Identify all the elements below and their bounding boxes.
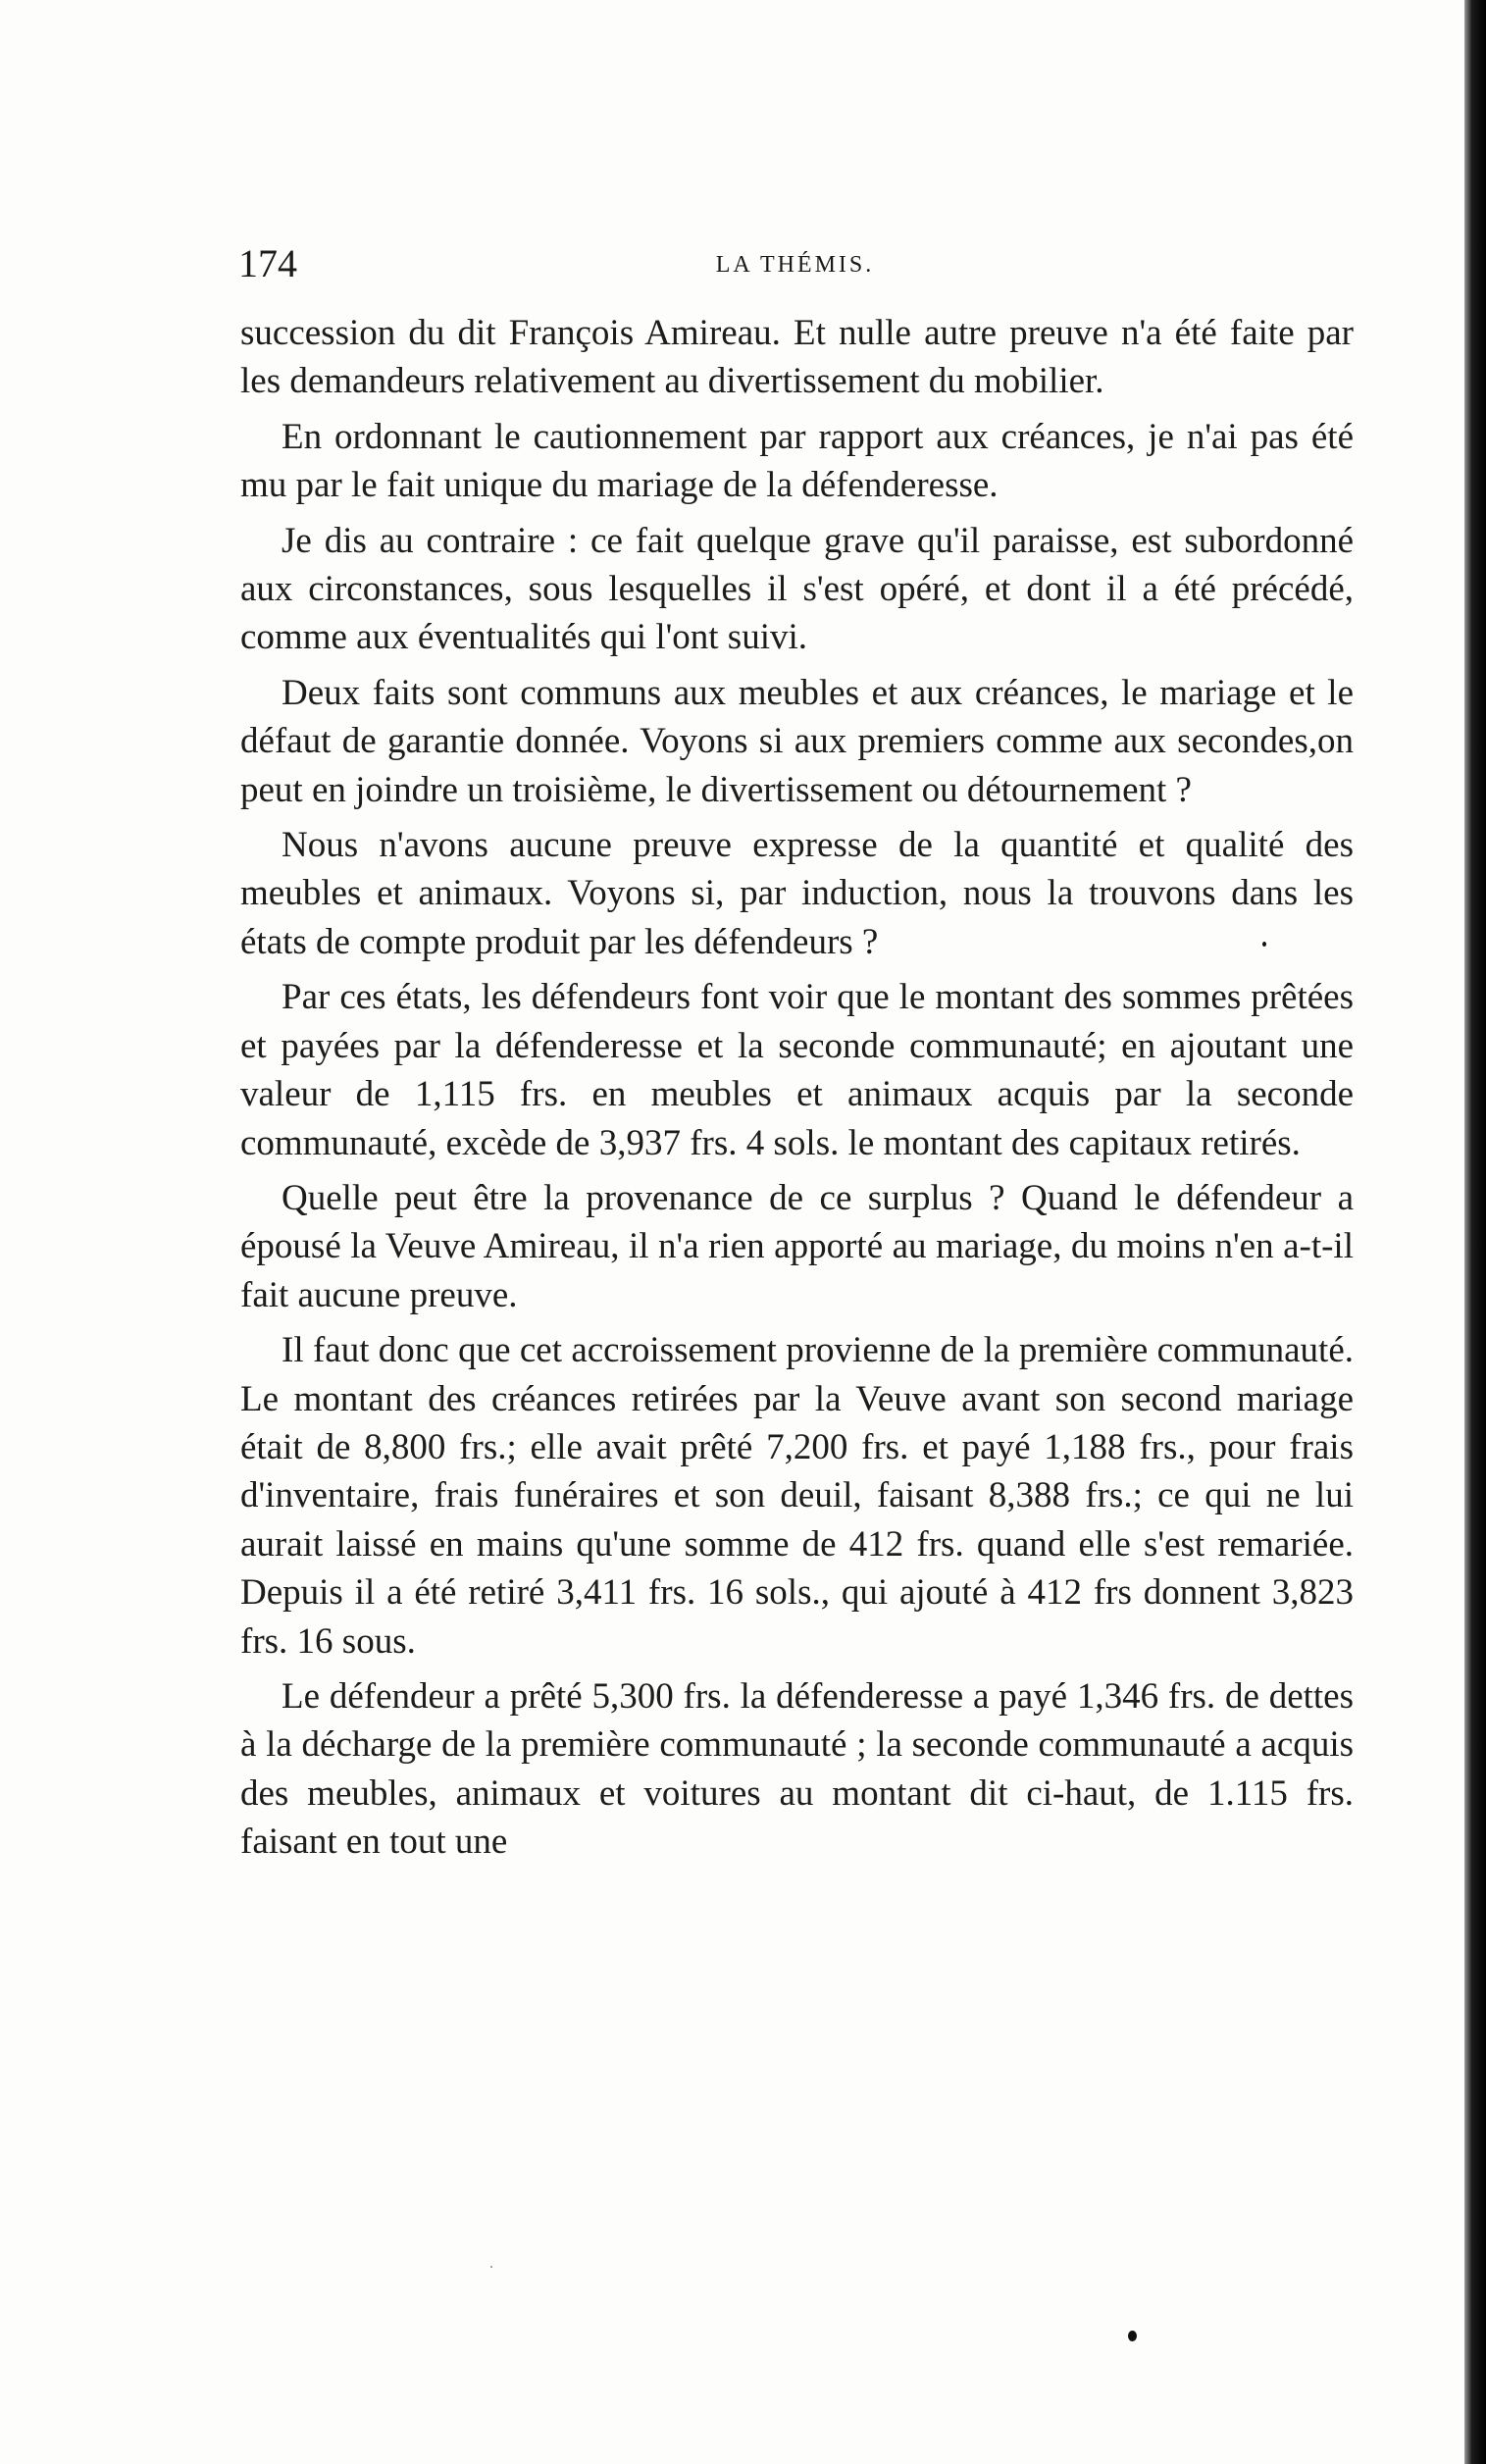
paragraph: Nous n'avons aucune preuve expresse de la quantité et qualité des meubles et animaux. Voyons si, par induction, nous la trouvons dans les états de compte produit par les défendeurs ? bbox=[240, 825, 1354, 962]
ink-speck bbox=[490, 2266, 492, 2268]
running-title: LA THÉMIS. bbox=[715, 252, 875, 278]
body-text bbox=[240, 309, 1354, 1874]
paragraph: Il faut donc que cet accroissement provienne de la première communauté. Le montant des créances retirées par la Veuve avant son second mariage était de 8,800 frs.; elle avait prêté 7,200 frs. et payé 1,188 frs., pour frais d'inventaire, frais funéraires et son deuil, faisant 8,388 frs.; ce qui ne lui aurait laissé en mains qu'une somme de 412 frs. quand elle s'est remariée. Depuis il a été retiré 3,411 frs. 16 sols., qui ajouté à 412 frs donnent 3,823 frs. 16 sous. bbox=[240, 1330, 1354, 1662]
ink-speck bbox=[1262, 942, 1266, 947]
page-number: 174 bbox=[238, 241, 297, 285]
paragraph: Je dis au contraire : ce fait quelque grave qu'il paraisse, est subordonné aux circonstances, sous lesquelles il s'est opéré, et dont il a été précédé, comme aux éventualités qui l'ont suivi. bbox=[240, 520, 1354, 658]
binding-edge bbox=[1464, 0, 1486, 2464]
ink-speck bbox=[1128, 2331, 1137, 2341]
paragraph: Le défendeur a prêté 5,300 frs. la défenderesse a payé 1,346 frs. de dettes à la décharge de la première communauté ; la seconde communauté a acquis des meubles, animaux et voitures au montant dit ci-haut, de 1.115 frs. faisant en tout une bbox=[240, 1675, 1354, 1863]
page-header bbox=[238, 240, 1352, 299]
paragraph: Deux faits sont communs aux meubles et aux créances, le mariage et le défaut de garantie donnée. Voyons si aux premiers comme aux secondes,on peut en joindre un troisième, le divertissement ou détournement ? bbox=[240, 672, 1354, 810]
paragraph: succession du dit François Amireau. Et nulle autre preuve n'a été faite par les demandeurs relativement au divertissement du mobilier. bbox=[240, 313, 1354, 402]
paragraph: Quelle peut être la provenance de ce surplus ? Quand le défendeur a épousé la Veuve Amireau, il n'a rien apporté au mariage, du moins n'en a-t-il fait aucune preuve. bbox=[240, 1177, 1354, 1315]
paragraph: Par ces états, les défendeurs font voir que le montant des sommes prêtées et payées par la défenderesse et la seconde communauté; en ajoutant une valeur de 1,115 frs. en meubles et animaux acquis par la seconde communauté, excède de 3,937 frs. 4 sols. le montant des capitaux retirés. bbox=[240, 977, 1354, 1163]
paragraph: En ordonnant le cautionnement par rapport aux créances, je n'ai pas été mu par le fait unique du mariage de la défenderesse. bbox=[240, 416, 1354, 506]
